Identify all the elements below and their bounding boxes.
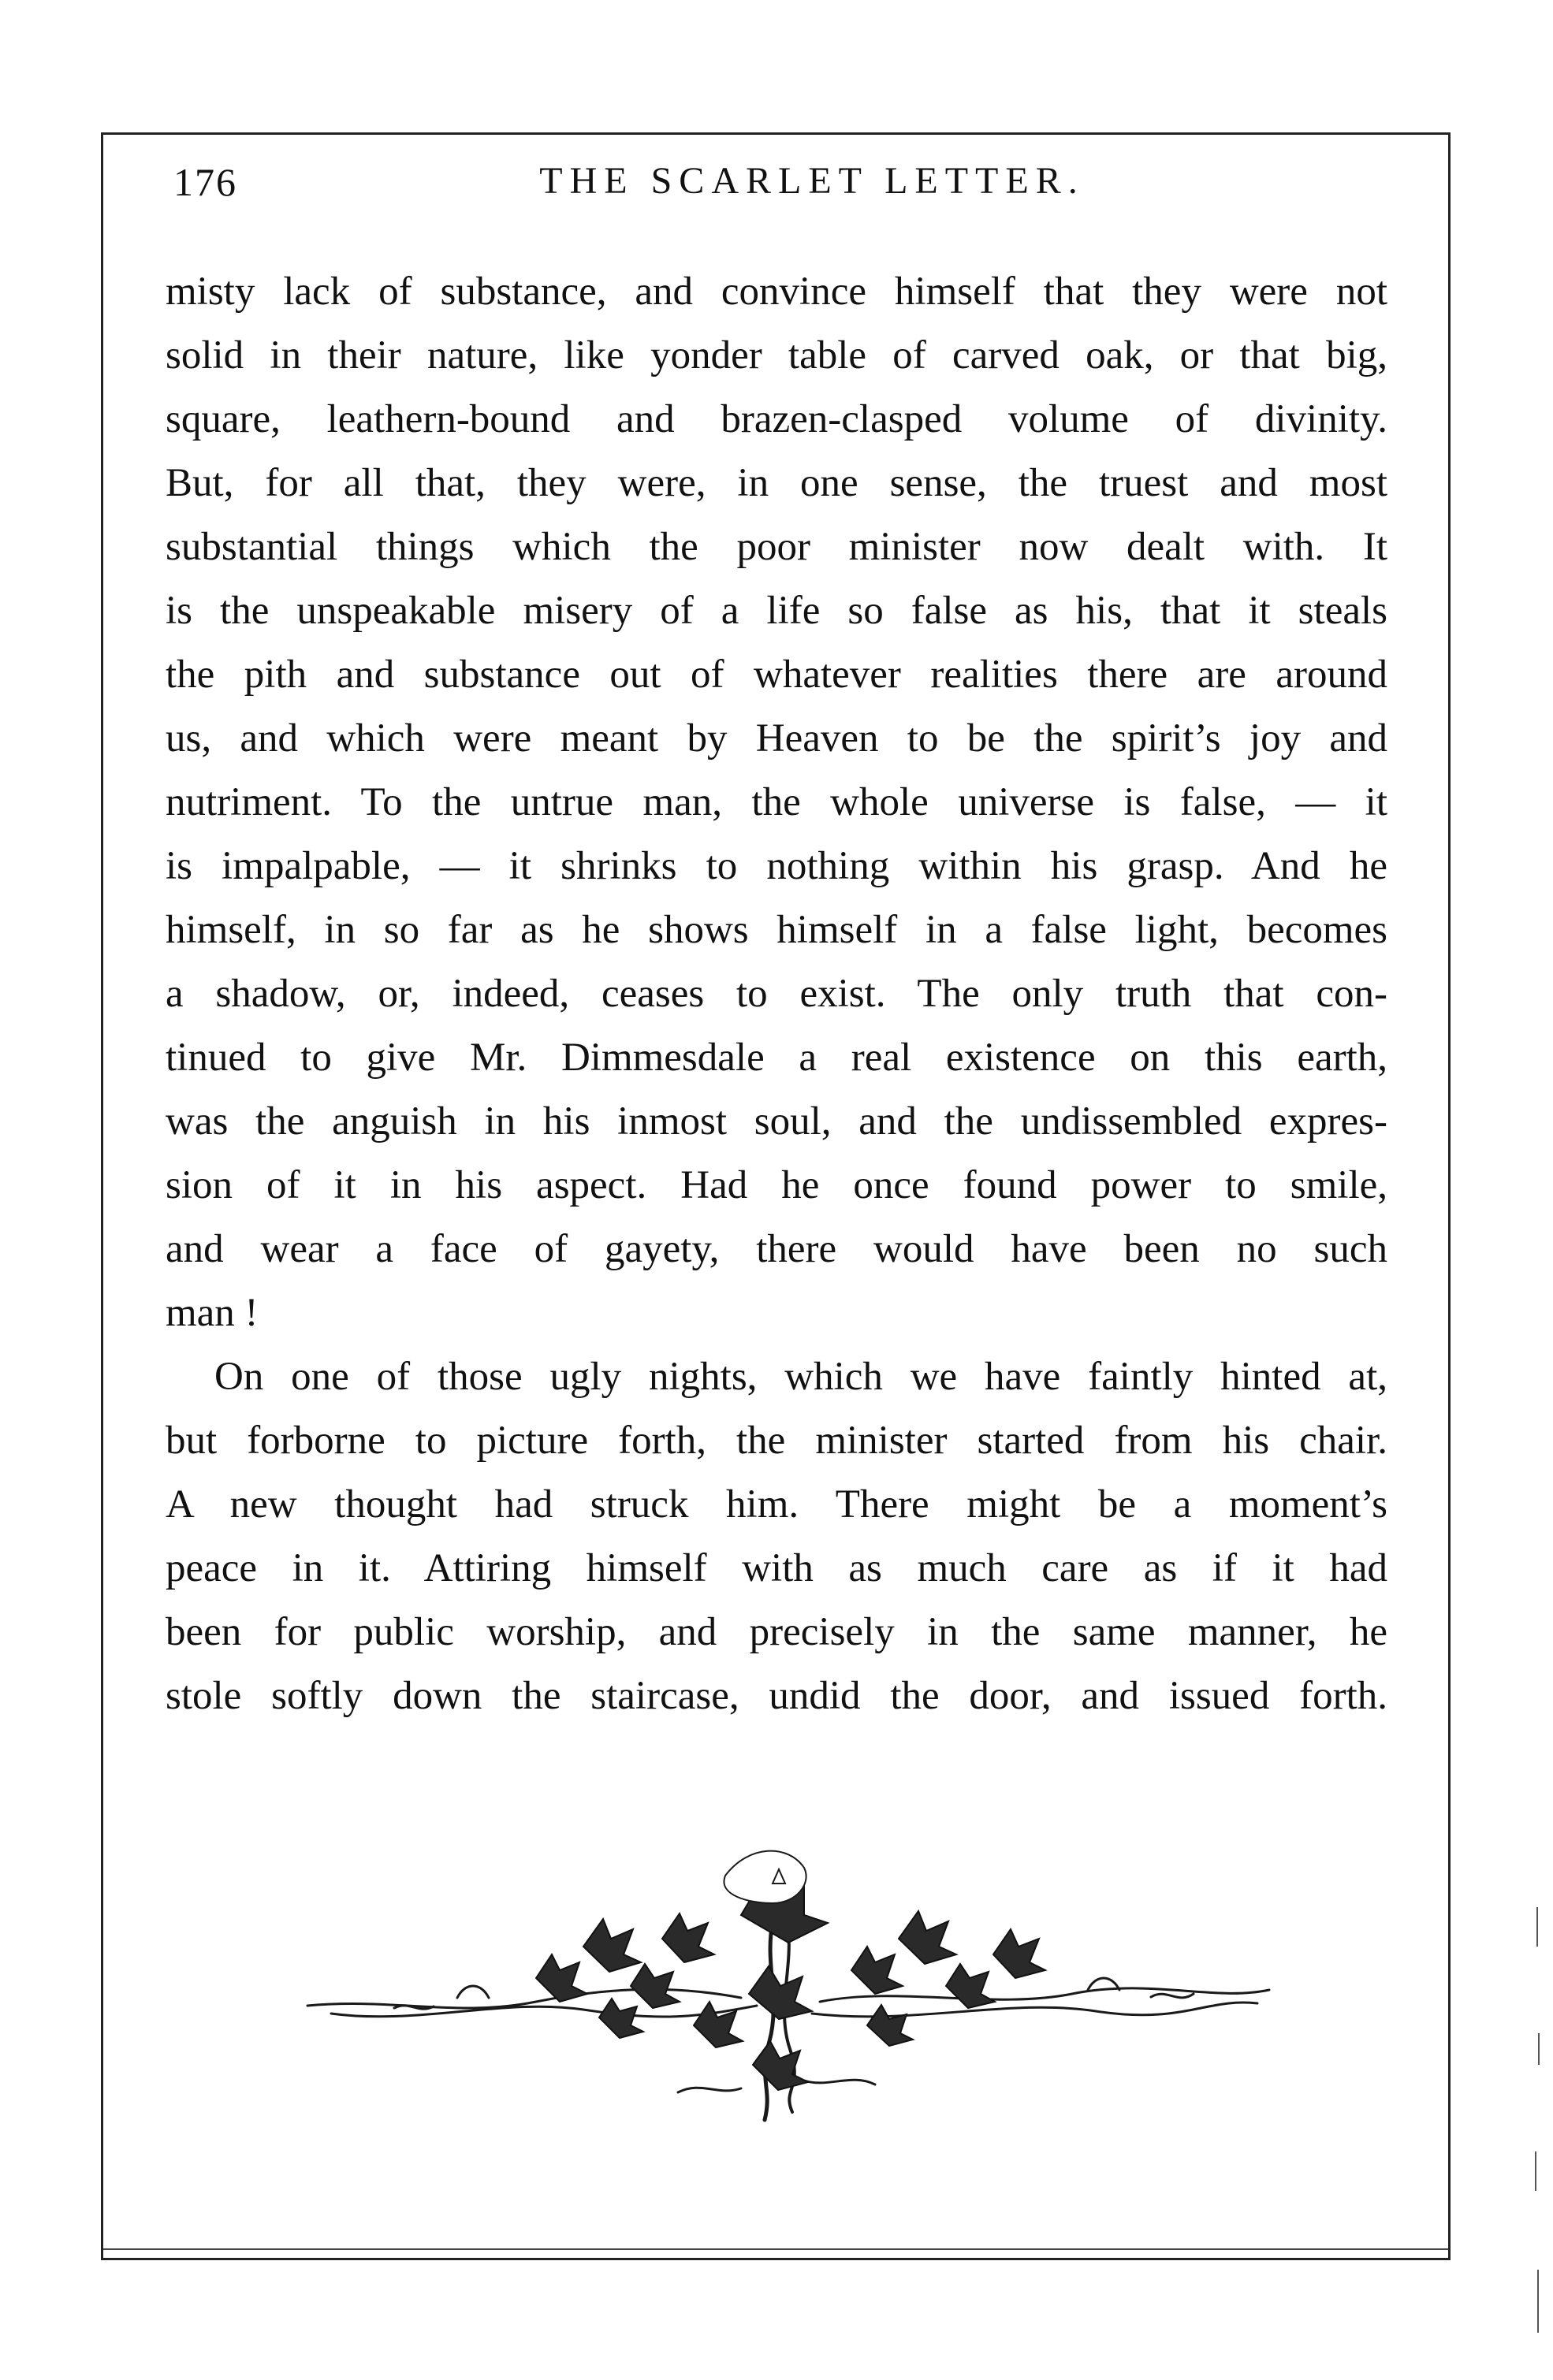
text-line: is the unspeakable misery of a life so false as his, that it steals xyxy=(166,589,1387,633)
text-line: substantial things which the poor minister now dealt with. It xyxy=(166,525,1387,569)
page-header xyxy=(173,159,1403,222)
text-line: A new thought had struck him. There might be a moment’s xyxy=(166,1482,1387,1527)
edge-specks-decoration xyxy=(1521,1891,1553,2364)
text-line: stole softly down the staircase, undid the door, and issued forth. xyxy=(166,1674,1387,1718)
paragraph-2 xyxy=(166,1345,1387,1728)
text-line: a shadow, or, indeed, ceases to exist. The only truth that con- xyxy=(166,972,1387,1016)
text-line: us, and which were meant by Heaven to be the spirit’s joy and xyxy=(166,716,1387,760)
text-line: tinued to give Mr. Dimmesdale a real existence on this earth, xyxy=(166,1036,1387,1080)
running-title: THE SCARLET LETTER. xyxy=(539,160,1085,202)
text-line: but forborne to picture forth, the minister started from his chair. xyxy=(166,1419,1387,1463)
body-text xyxy=(166,260,1387,1728)
text-line: On one of those ugly nights, which we have faintly hinted at, xyxy=(214,1355,1387,1399)
text-line: was the anguish in his inmost soul, and the undissembled expres- xyxy=(166,1099,1387,1144)
text-line: sion of it in his aspect. Had he once found power to smile, xyxy=(166,1163,1387,1207)
text-line: nutriment. To the untrue man, the whole universe is false, — it xyxy=(166,780,1387,824)
text-line: and wear a face of gayety, there would have been no such xyxy=(166,1227,1387,1271)
paragraph-1 xyxy=(166,260,1387,1345)
text-line: the pith and substance out of whatever realities there are around xyxy=(166,653,1387,697)
text-line: been for public worship, and precisely in the same manner, he xyxy=(166,1610,1387,1654)
text-line: But, for all that, they were, in one sense, the truest and most xyxy=(166,461,1387,505)
text-line: solid in their nature, like yonder table of carved oak, or that big, xyxy=(166,333,1387,377)
text-line: is impalpable, — it shrinks to nothing within his grasp. And he xyxy=(166,844,1387,888)
ivy-vine-tailpiece-icon xyxy=(300,1828,1277,2136)
page-number: 176 xyxy=(173,160,237,204)
text-line: peace in it. Attiring himself with as much care as if it had xyxy=(166,1546,1387,1590)
text-line: man ! xyxy=(166,1291,259,1335)
text-line: misty lack of substance, and convince himself that they were not xyxy=(166,270,1387,314)
text-line: square, leathern-bound and brazen-clasped volume of divinity. xyxy=(166,397,1387,441)
text-line: himself, in so far as he shows himself in a false light, becomes xyxy=(166,908,1387,952)
